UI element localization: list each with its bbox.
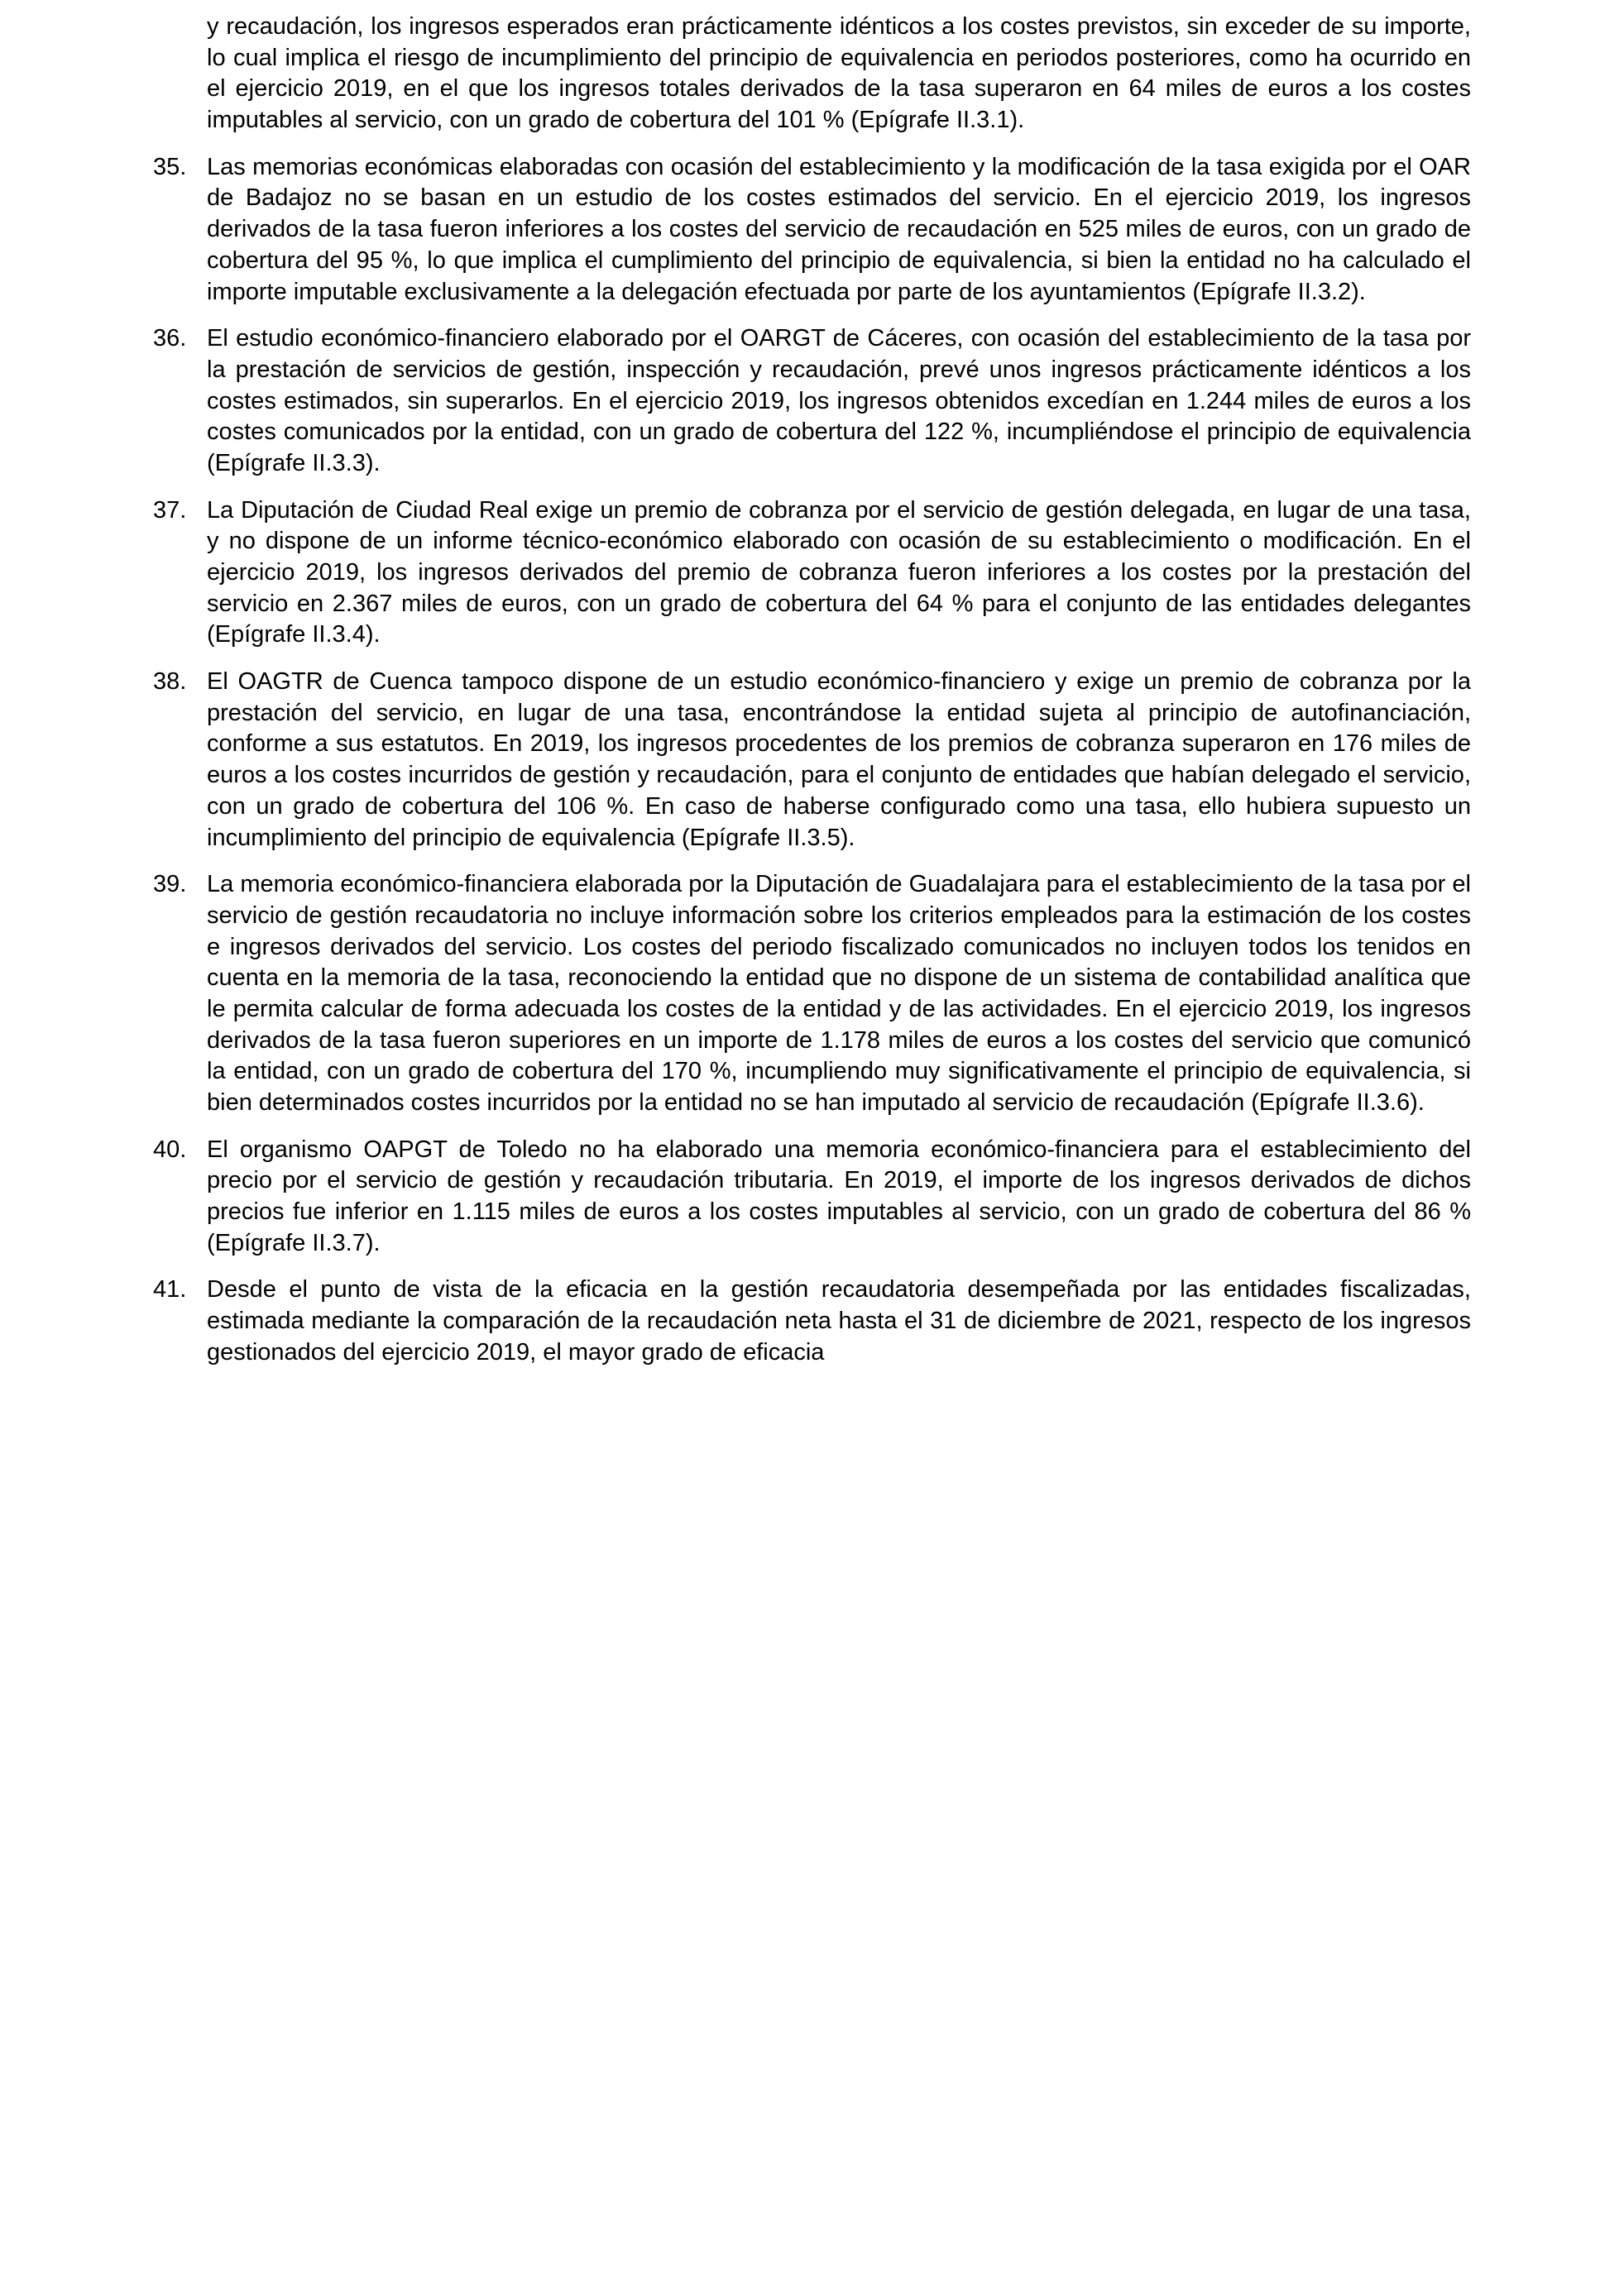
numbered-paragraph-37: [153, 495, 1471, 651]
numbered-paragraph-38: [153, 667, 1471, 854]
paragraph-number: 38.: [153, 668, 187, 696]
paragraph-number: 40.: [153, 1136, 187, 1163]
paragraph-number: 36.: [153, 325, 187, 352]
paragraph-text: El OAGTR de Cuenca tampoco dispone de un estudio económico-financiero y exige un premio de cobranza por la prestación del servicio, en lugar de una tasa, encontrándose la entidad sujeta al principio de autofinanciación, conforme a sus estatutos. En 2019, los ingresos procedentes de los premios de cobranza superaron en 176 miles de euros a los costes incurridos de gestión y recaudación, para el conjunto de entidades que habían delegado el servicio, con un grado de cobertura del 106 %. En caso de haberse configurado como una tasa, ello hubiera supuesto un incumplimiento del principio de equivalencia (Epígrafe II.3.5).: [207, 668, 1471, 851]
paragraph-number: 37.: [153, 496, 187, 524]
paragraph-text: La memoria económico-financiera elaborada por la Diputación de Guadalajara para el establecimiento de la tasa por el servicio de gestión recaudatoria no incluye información sobre los criterios empleados para la estimación de los costes e ingresos derivados del servicio. Los costes del periodo fiscalizado comunicados no incluyen todos los tenidos en cuenta en la memoria de la tasa, reconociendo la entidad que no dispone de un sistema de contabilidad analítica que le permita calcular de forma adecuada los costes de la entidad y de las actividades. En el ejercicio 2019, los ingresos derivados de la tasa fueron superiores en un importe de 1.178 miles de euros a los costes del servicio que comunicó la entidad, con un grado de cobertura del 170 %, incumpliendo muy significativamente el principio de equivalencia, si bien determinados costes incurridos por la entidad no se han imputado al servicio de recaudación (Epígrafe II.3.6).: [207, 871, 1471, 1116]
numbered-paragraph-39: [153, 869, 1471, 1119]
numbered-paragraph-36: [153, 323, 1471, 479]
paragraph-text: El estudio económico-financiero elaborado por el OARGT de Cáceres, con ocasión del establecimiento de la tasa por la prestación de servicios de gestión, inspección y recaudación, prevé unos ingresos prácticamente idénticos a los costes estimados, sin superarlos. En el ejercicio 2019, los ingresos obtenidos excedían en 1.244 miles de euros a los costes comunicados por la entidad, con un grado de cobertura del 122 %, incumpliéndose el principio de equivalencia (Epígrafe II.3.3).: [207, 325, 1471, 476]
paragraph-text: Desde el punto de vista de la eficacia en la gestión recaudatoria desempeñada por las entidades fiscalizadas, estimada mediante la comparación de la recaudación neta hasta el 31 de diciembre de 2021, respecto de los ingresos gestionados del ejercicio 2019, el mayor grado de eficacia: [207, 1276, 1471, 1366]
numbered-paragraph-40: [153, 1135, 1471, 1260]
paragraph-number: 35.: [153, 153, 187, 180]
paragraph-text: La Diputación de Ciudad Real exige un premio de cobranza por el servicio de gestión delegada, en lugar de una tasa, y no dispone de un informe técnico-económico elaborado con ocasión de su establecimiento o modificación. En el ejercicio 2019, los ingresos derivados del premio de cobranza fueron inferiores a los costes por la prestación del servicio en 2.367 miles de euros, con un grado de cobertura del 64 % para el conjunto de las entidades delegantes (Epígrafe II.3.4).: [207, 496, 1471, 648]
paragraph-number: 41.: [153, 1276, 187, 1303]
continuation-paragraph: y recaudación, los ingresos esperados eran prácticamente idénticos a los costes previstos, sin exceder de su importe, lo cual implica el riesgo de incumplimiento del principio de equivalencia en periodos posteriores, como ha ocurrido en el ejercicio 2019, en el que los ingresos totales derivados de la tasa superaron en 64 miles de euros a los costes imputables al servicio, con un grado de cobertura del 101 % (Epígrafe II.3.1).: [207, 13, 1471, 134]
numbered-paragraph-41: [153, 1275, 1471, 1368]
paragraph-text: El organismo OAPGT de Toledo no ha elaborado una memoria económico-financiera para el establecimiento del precio por el servicio de gestión y recaudación tributaria. En 2019, el importe de los ingresos derivados de dichos precios fue inferior en 1.115 miles de euros a los costes imputables al servicio, con un grado de cobertura del 86 % (Epígrafe II.3.7).: [207, 1136, 1471, 1256]
paragraph-number: 39.: [153, 871, 187, 898]
paragraph-text: Las memorias económicas elaboradas con ocasión del establecimiento y la modificación de la tasa exigida por el OAR de Badajoz no se basan en un estudio de los costes estimados del servicio. En el ejercicio 2019, los ingresos derivados de la tasa fueron inferiores a los costes del servicio de recaudación en 525 miles de euros, con un grado de cobertura del 95 %, lo que implica el cumplimiento del principio de equivalencia, si bien la entidad no ha calculado el importe imputable exclusivamente a la delegación efectuada por parte de los ayuntamientos (Epígrafe II.3.2).: [207, 153, 1471, 305]
numbered-paragraph-35: [153, 152, 1471, 308]
